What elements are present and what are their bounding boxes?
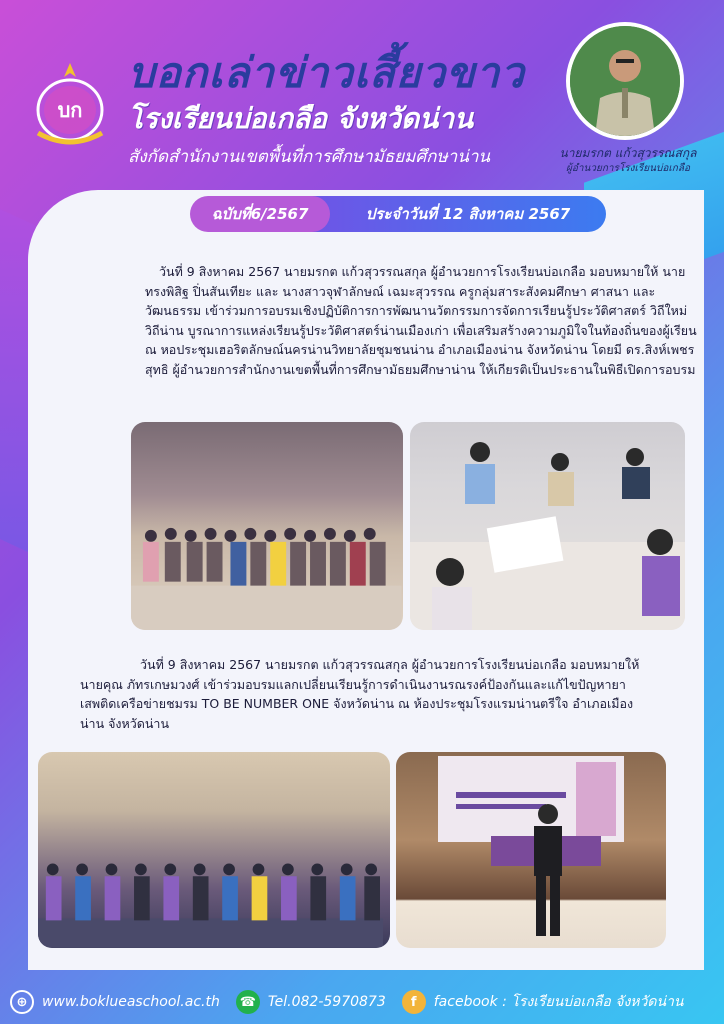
line-icon: ☎ xyxy=(236,990,260,1014)
website-item[interactable] xyxy=(10,990,220,1014)
article-paragraph: วันที่ 9 สิงหาคม 2567 นายมรกต แก้วสุวรรณสกุล ผู้อำนวยการโรงเรียนบ่อเกลือ มอบหมายให้ นายคุณ ภัทรเกษมวงศ์ เข้าร่วมอบรมแลกเปลี่ยนเรียนรู้การดำเนินงานรณรงค์ป้องกันและแก้ไขปัญหายาเสพติดเครือข่ายชมรม TO BE NUMBER ONE จังหวัดน่าน ณ ห้องประชุมโรงแรมน่านตรีใจ อำเภอเมืองน่าน จังหวัดน่าน xyxy=(80,657,640,731)
school-name: โรงเรียนบ่อเกลือ จังหวัดน่าน xyxy=(128,102,474,135)
svg-text:บก: บก xyxy=(57,98,83,122)
workshop-group-photo xyxy=(131,422,403,630)
newsletter-title: บอกเล่าข่าวเสี้ยวขาว xyxy=(128,48,525,97)
website-link[interactable]: www.boklueaschool.ac.th xyxy=(42,994,220,1010)
article-paragraph: วันที่ 9 สิงหาคม 2567 นายมรกต แก้วสุวรรณสกุล ผู้อำนวยการโรงเรียนบ่อเกลือ มอบหมายให้ นายทรงพิสิฐ ปิ่นสันเทียะ และ นางสาวจุฬาลักษณ์ เฉมะสุวรรณ ครูกลุ่มสาระสังคมศึกษา ศาสนา และวัฒนธรรม เข้าร่วมการอบรมเชิงปฏิบัติการการพัฒนานวัตกรรมการจัดการเรียนรู้ประวัติศาสตร์ วิถีใหม่วิถีน่าน บูรณาการแหล่งเรียนรู้ประวัติศาสตร์น่านเมืองเก่า เพื่อเสริมสร้างความภูมิใจในท้องถิ่นของผู้เรียน ณ หอประชุมเฮอริตลักษณ์นครน่านวิทยาลัยชุมชนน่าน อำเภอเมืองน่าน จังหวัดน่าน โดยมี ดร.สิงห์เพชร สุทธิ ผู้อำนวยการสำนักงานเขตพื้นที่การศึกษามัธยมศึกษาน่าน ให้เกียรติเป็นประธานในพิธีเปิดการอบรม xyxy=(145,264,697,377)
school-affiliation: สังกัดสำนักงานเขตพื้นที่การศึกษามัธยมศึกษาน่าน xyxy=(128,147,490,167)
phone-item[interactable] xyxy=(236,990,386,1014)
globe-icon: ⊕ xyxy=(10,990,34,1014)
director-name: นายมรกต แก้วสุวรรณสกุล xyxy=(559,146,697,160)
issue-number: ฉบับที่6/2567 xyxy=(190,196,330,232)
facebook-item[interactable] xyxy=(402,990,684,1014)
facebook-link[interactable]: facebook : โรงเรียนบ่อเกลือ จังหวัดน่าน xyxy=(433,994,684,1010)
footer xyxy=(0,980,724,1024)
tobenumberone-speaker-photo xyxy=(396,752,666,948)
facebook-icon: f xyxy=(402,990,426,1014)
issue-date: ประจำวันที่ 12 สิงหาคม 2567 xyxy=(310,196,606,232)
workshop-activity-photo xyxy=(410,422,685,630)
director-portrait xyxy=(566,22,684,140)
tobenumberone-group-photo xyxy=(38,752,390,948)
phone-number[interactable]: Tel.082-5970873 xyxy=(267,994,386,1010)
school-logo xyxy=(20,55,120,155)
director-title: ผู้อำนวยการโรงเรียนบ่อเกลือ xyxy=(566,163,690,174)
